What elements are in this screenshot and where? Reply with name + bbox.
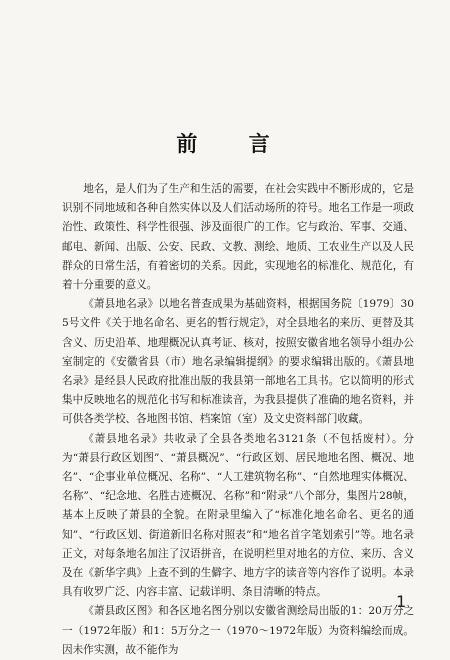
paragraph: 《萧县政区图》和各区地名图分别以安徽省测绘局出版的1：20万分之一（1972年版）和1：5万分之一（1970～1972年版）为资料编绘而成。因未作实测，故不能作为 [62,605,414,656]
paragraph: 地名，是人们为了生产和生活的需要，在社会实践中不断形成的，它是识别不同地域和各种自然实体以及人们活动场所的符号。地名工作是一项政治性、政策性、科学性很强、涉及面很广的工作。它与政治、军事、交通、邮电、新闻、出版、公安、民政、文教、测绘、地质、工农业生产以及人民群众的日常生活，有着密切的关系。因此，实现地名的标准化、规范化，有着十分重要的意义。 [62,183,414,292]
preface-body [62,180,414,660]
paragraph: 《萧县地名录》以地名普查成果为基础资料，根据国务院〔1979〕305号文件《关于地名命名、更名的暂行规定》，对全县地名的来历、更替及其含义、历史沿革、地理概况认真考证、核对，按照安徽省地名领导小组办公室制定的《安徽省县（市）地名录编辑提纲》的要求编辑出版的。《萧县地名录》是经县人民政府批准出版的我县第一部地名工具书。它以简明的形式集中反映地名的规范化书写和标准读音，为我县提供了准确的地名资料，并可供各类学校、各地图书馆、档案馆（室）及文史资料部门收藏。 [62,298,414,426]
page-title: 前 言 [176,131,292,156]
page-number: 1 [396,592,407,611]
paragraph: 《萧县地名录》共收录了全县各类地名3121条（不包括废村）。分为“萧县行政区划图”、“萧县概况”、“行政区划、居民地地名图、概况、地名”、“企事业单位概况、名称”、“人工建筑物名称”、“自然地理实体概况、名称”、“纪念地、名胜古迹概况、名称”和“附录”八个部分，集图片28帧，基本上反映了萧县的全貌。在附录里编入了“标准化地名命名、更名的通知”、“行政区划、街道新旧名称对照表”和“地名首字笔划索引”等。地名录正文，对每条地名加注了汉语拼音，在说明栏里对地名的方位、来历、含义及在《新华字典》上查不到的生僻字、地方字的读音等内容作了说明。本录具有收罗广泛、内容丰富、记载详明、条目清晰的特点。 [62,432,414,599]
